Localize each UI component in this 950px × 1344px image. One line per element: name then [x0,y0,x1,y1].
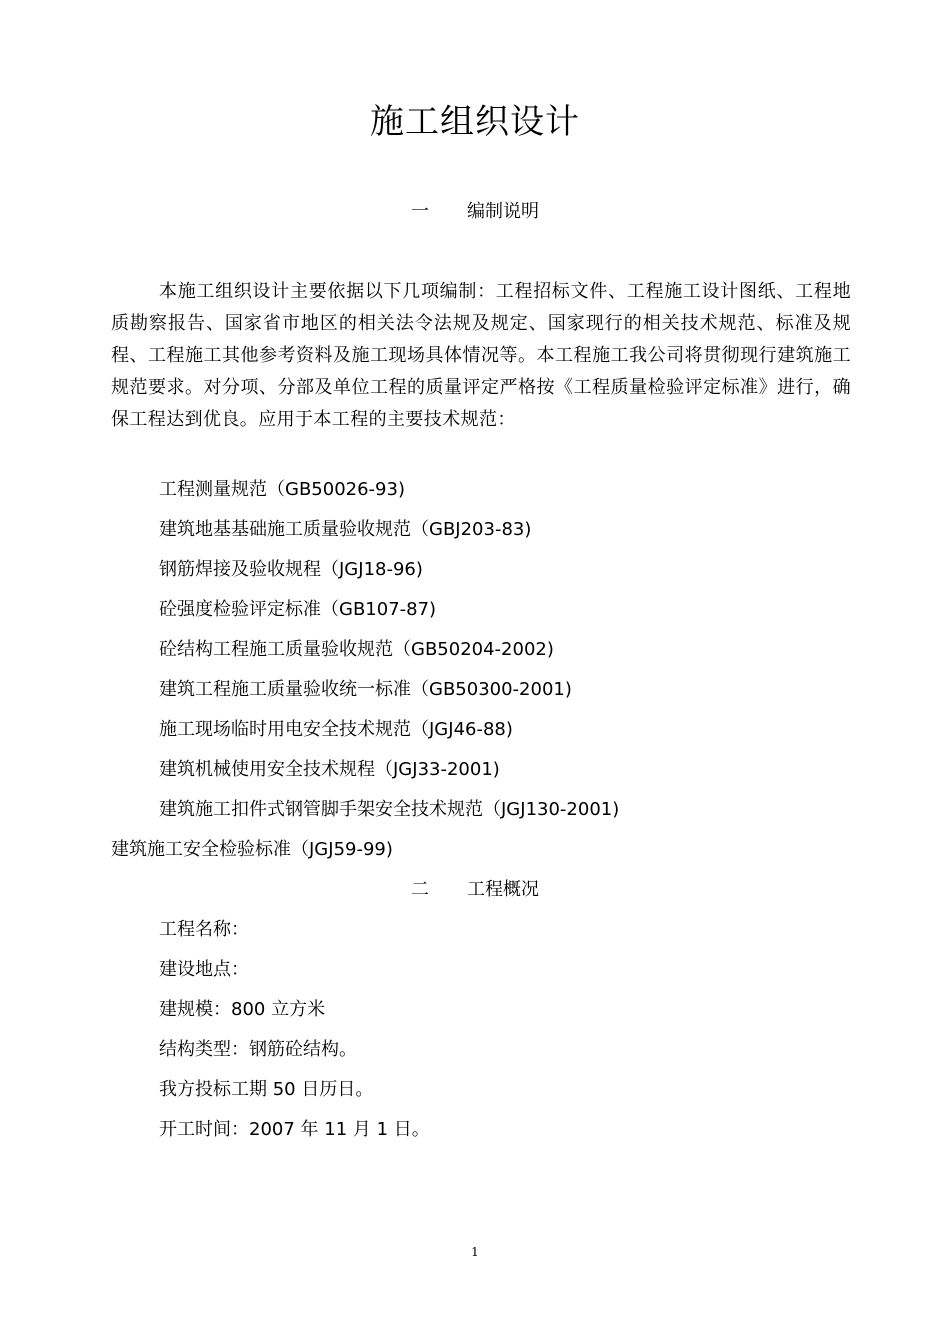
overview-item: 建规模：800 立方米 [159,999,326,1020]
standard-item: 建筑机械使用安全技术规程（JGJ33-2001) [159,759,500,780]
standard-item: 砼结构工程施工质量验收规范（GB50204-2002) [159,639,554,660]
standard-item: 施工现场临时用电安全技术规范（JGJ46-88) [159,719,513,740]
overview-item: 我方投标工期 50 日历日。 [159,1079,374,1100]
document-title: 施工组织设计 [370,102,580,142]
overview-item: 开工时间：2007 年 11 月 1 日。 [159,1119,430,1140]
standard-item: 钢筋焊接及验收规程（JGJ18-96) [159,559,423,580]
standard-item: 砼强度检验评定标准（GB107-87) [159,599,437,620]
standard-item: 建筑工程施工质量验收统一标准（GB50300-2001) [159,679,572,700]
overview-item: 结构类型：钢筋砼结构。 [159,1039,357,1060]
standard-item: 建筑地基基础施工质量验收规范（GBJ203-83) [159,519,532,540]
page-number: 1 [471,1245,479,1259]
overview-item: 建设地点： [159,959,249,980]
section-heading-1 [0,199,950,225]
overview-item: 工程名称： [159,919,249,940]
section-title: 编制说明 [467,201,539,222]
section-title: 工程概况 [467,879,539,900]
section-heading-2 [0,877,950,903]
section-number: 一 [411,201,429,222]
section-number: 二 [411,879,429,900]
standard-item: 建筑施工安全检验标准（JGJ59-99) [111,839,393,860]
standard-item: 建筑施工扣件式钢管脚手架安全技术规范（JGJ130-2001) [159,799,620,820]
intro-paragraph: 本施工组织设计主要依据以下几项编制：工程招标文件、工程施工设计图纸、工程地质勘察报告、国家省市地区的相关法令法规及规定、国家现行的相关技术规范、标准及规程、工程施工其他参考资料及施工现场具体情况等。本工程施工我公司将贯彻现行建筑施工规范要求。对分项、分部及单位工程的质量评定严格按《工程质量检验评定标准》进行，确保工程达到优良。应用于本工程的主要技术规范： [111,281,851,430]
standard-item: 工程测量规范（GB50026-93) [159,479,405,500]
